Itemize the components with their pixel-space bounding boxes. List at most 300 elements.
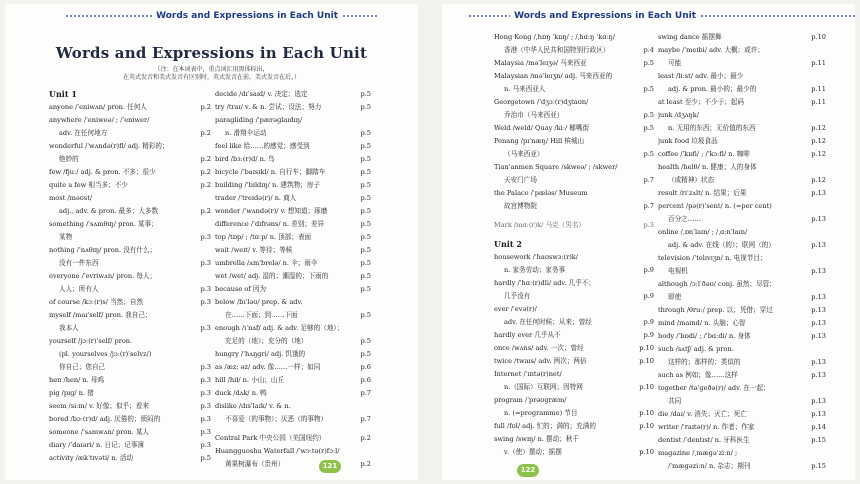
left-running-header: [5, 9, 418, 23]
vocab-entry: [494, 277, 654, 290]
entry-text: junk food 垃圾食品: [658, 137, 718, 145]
entry-text: as /æz; əz/ adv. 像……一样；如同: [215, 363, 321, 371]
entry-text: （或精神）状态: [668, 176, 715, 184]
entry-text: enough /ɪˈnʌf/ adj. & adv. 足够的（地）；: [215, 324, 344, 332]
entry-page: p.10: [639, 344, 654, 352]
vocab-entry: [494, 446, 654, 459]
vocab-entry: [658, 421, 826, 434]
vocab-entry: [215, 179, 371, 192]
entry-page: p.10: [811, 33, 826, 41]
entry-page: p.13: [811, 241, 826, 249]
entry-text: the Palace /ˈpæləs/ Museum: [494, 189, 588, 197]
page-number: 121: [319, 460, 341, 473]
entry-text: 电视机: [668, 267, 688, 275]
vocab-entry: [49, 426, 211, 439]
entry-page: p.2: [200, 207, 211, 215]
entry-text: maybe /ˈmeɪbi/ adv. 大概；或许；: [658, 46, 764, 54]
entry-text: n. 马来西亚人: [504, 85, 546, 93]
header-dots: [342, 15, 378, 17]
entry-text: swing /swɪŋ/ n. 摆动；秋千: [494, 435, 580, 443]
entry-text: duck /dʌk/ n. 鸭: [215, 389, 267, 397]
entry-text: although /ɔːlˈðəʊ/ conj. 虽然；尽管；: [658, 280, 776, 288]
entry-page: p.5: [360, 129, 371, 137]
entry-page: p.11: [811, 59, 826, 67]
vocab-entry: [658, 291, 826, 304]
entry-text: Mark /mɑː(r)k/ 马克（男名）: [494, 221, 586, 229]
entry-text: full /fʊl/ adj. 忙的；满的；充满的: [494, 422, 596, 430]
entry-text: v.（使）摆动；摇摆: [504, 448, 562, 456]
entry-text: wonder /ˈwʌndə(r)/ v. 想知道；琢磨: [215, 207, 328, 215]
entry-page: p.12: [811, 176, 826, 184]
vocab-entry: [658, 239, 826, 252]
vocab-entry: [49, 127, 211, 140]
entry-text: 某物: [59, 233, 73, 241]
vocab-entry: [49, 114, 211, 127]
vocab-entry: [49, 205, 211, 218]
vocab-entry: [494, 407, 654, 420]
entry-page: p.5: [360, 155, 371, 163]
entry-text: nothing /ˈnʌθɪŋ/ pron. 没有什么；: [49, 246, 157, 254]
vocab-entry: [658, 83, 826, 96]
entry-text: 天安门广场: [504, 176, 537, 184]
vocab-entry: [494, 316, 654, 329]
entry-page: p.3: [200, 389, 211, 397]
vocab-entry: [658, 148, 826, 161]
entry-page: p.5: [360, 233, 371, 241]
entry-text: Penang /pɪˈnæŋ/ Hill 槟城山: [494, 137, 585, 145]
entry-text: 我本人: [59, 324, 79, 332]
entry-text: 即使: [668, 293, 682, 301]
right-running-header: [442, 9, 855, 23]
entry-page: p.13: [811, 371, 826, 379]
vocab-entry: [49, 413, 211, 426]
vocab-entry: [494, 355, 654, 368]
vocab-entry: [49, 361, 211, 374]
vocab-entry: [658, 369, 826, 382]
entry-page: p.2: [200, 155, 211, 163]
vocab-entry: [658, 161, 826, 174]
vocab-entry: [658, 252, 826, 265]
vocab-entry: [658, 109, 826, 122]
vocab-entry: [494, 148, 654, 161]
entry-page: p.3: [200, 285, 211, 293]
entry-page: p.2: [200, 103, 211, 111]
vocab-entry: [215, 348, 371, 361]
entry-page: p.3: [200, 233, 211, 241]
entry-page: p.5: [360, 220, 371, 228]
right-column-2: [658, 31, 826, 473]
entry-page: p.5: [360, 90, 371, 98]
entry-text: wait /weɪt/ v. 等待；等候: [215, 246, 293, 254]
vocab-entry: [215, 114, 371, 127]
vocab-entry: [215, 244, 371, 257]
vocab-entry: [494, 433, 654, 446]
entry-text: trader /ˈtreɪdə(r)/ n. 商人: [215, 194, 297, 202]
vocab-entry: [494, 122, 654, 135]
vocab-entry: [49, 374, 211, 387]
entry-page: p.5: [643, 150, 654, 158]
vocab-entry: [494, 329, 654, 342]
vocab-entry: [494, 342, 654, 355]
entry-text: housework /ˈhaʊswɜː(r)k/: [494, 253, 579, 261]
header-dots: [65, 15, 152, 17]
entry-page: p.5: [360, 207, 371, 215]
entry-text: such /sʌtʃ/ adj. & pron.: [658, 345, 734, 353]
entry-page: p.9: [643, 266, 654, 274]
vocab-entry: [49, 244, 211, 257]
vocab-entry: [215, 231, 371, 244]
vocab-entry: [658, 304, 826, 317]
page-number: 122: [517, 464, 539, 477]
entry-text: adv. 在任何时候；从来；曾经: [504, 318, 592, 326]
vocab-entry: [49, 166, 211, 179]
vocab-entry: [215, 387, 371, 400]
entry-page: p.12: [811, 150, 826, 158]
entry-text: n. 家务劳动；家务事: [504, 266, 566, 274]
entry-text: most /məʊst/: [49, 194, 93, 202]
vocab-entry: [494, 161, 654, 174]
entry-text: dislike /dɪsˈlaɪk/ v. & n.: [215, 402, 291, 410]
entry-page: p.7: [643, 176, 654, 184]
entry-text: through /θruː/ prep. 以；凭借；穿过: [658, 306, 773, 314]
vocab-entry: [494, 219, 654, 232]
vocab-entry: [494, 303, 654, 316]
entry-page: p.5: [643, 111, 654, 119]
entry-page: p.9: [643, 292, 654, 300]
vocab-entry: [658, 96, 826, 109]
left-column-1: [49, 88, 211, 465]
entry-text: health /helθ/ n. 健康；人的身体: [658, 163, 757, 171]
entry-page: p.12: [811, 137, 826, 145]
entry-page: p.13: [811, 267, 826, 275]
entry-text: ever /ˈevə(r)/: [494, 305, 537, 313]
entry-page: p.13: [811, 332, 826, 340]
vocab-entry: [494, 420, 654, 433]
entry-text: 在……下面；到……下面: [225, 311, 298, 319]
vocab-entry: [494, 187, 654, 200]
entry-text: anywhere /ˈeniweə/ ; /ˈeniwer/: [49, 116, 150, 124]
vocab-entry: [658, 135, 826, 148]
vocab-entry: [49, 322, 211, 335]
vocab-entry: [215, 166, 371, 179]
entry-page: p.7: [360, 389, 371, 397]
vocab-entry: [49, 218, 211, 231]
entry-text: online /ˌɒnˈlaɪn/ ; /ˌɑːnˈlaɪn/: [658, 228, 748, 236]
entry-text: once /wʌns/ adv. 一次；曾经: [494, 344, 584, 352]
entry-text: magazine /ˌmæɡəˈziːn/ ;: [658, 449, 738, 457]
vocab-entry: [494, 290, 654, 303]
vocab-entry: [215, 296, 371, 309]
entry-text: （马来西亚）: [504, 150, 544, 158]
vocab-entry: [494, 31, 654, 44]
entry-text: feel like 给……的感觉；感受到: [215, 142, 310, 150]
entry-text: writer /ˈraɪtə(r)/ n. 作者；作家: [658, 423, 755, 431]
vocab-entry: [658, 434, 826, 447]
entry-text: mind /maɪnd/ n. 头脑；心智: [658, 319, 746, 327]
entry-text: 可能: [668, 59, 682, 67]
vocab-entry: [49, 283, 211, 296]
entry-text: adj., adv. & pron. 最多；大多数: [59, 207, 159, 215]
vocab-entry: [49, 452, 211, 465]
vocab-entry: [215, 335, 371, 348]
entry-page: p.13: [811, 410, 826, 418]
entry-text: adj. & pron. 最小的；最少的: [668, 85, 757, 93]
entry-page: p.13: [811, 397, 826, 405]
entry-page: p.15: [811, 462, 826, 470]
entry-page: p.2: [200, 129, 211, 137]
entry-text: 香港（中华人民共和国特别行政区）: [504, 46, 610, 54]
entry-text: pig /pɪɡ/ n. 猪: [49, 389, 94, 397]
entry-text: die /daɪ/ v. 消失；灭亡；死亡: [658, 410, 748, 418]
vocab-entry: [49, 387, 211, 400]
entry-text: 不喜爱（的事物）；厌恶（的事物）: [225, 415, 328, 423]
entry-page: p.9: [643, 318, 654, 326]
note-line: 在英式发音和美式发音有区别时，英式发音在前，美式发音在后。）: [122, 74, 300, 81]
entry-text: junk /dʒʌŋk/: [658, 111, 699, 119]
entry-text: yourself /jɔː(r)ˈself/ pron.: [49, 337, 133, 345]
entry-text: at least 至少；不少于；起码: [658, 98, 745, 106]
entry-page: p.5: [360, 272, 371, 280]
entry-text: such as 例如；像……这样: [658, 371, 738, 379]
entry-page: p.10: [639, 357, 654, 365]
entry-page: p.5: [360, 194, 371, 202]
entry-text: Internet /ˈɪntə(r)net/: [494, 370, 562, 378]
vocab-entry: [49, 335, 211, 348]
running-header-text: Words and Expressions in Each Unit: [514, 11, 696, 21]
entry-page: p.3: [200, 259, 211, 267]
entry-page: p.15: [811, 436, 826, 444]
entry-page: p.3: [200, 402, 211, 410]
entry-text: 没有一件东西: [59, 259, 99, 267]
entry-page: p.3: [200, 376, 211, 384]
vocab-entry: [658, 57, 826, 70]
entry-page: p.5: [360, 337, 371, 345]
entry-page: p.5: [360, 142, 371, 150]
vocab-entry: [49, 270, 211, 283]
left-page: [5, 4, 418, 480]
entry-page: p.10: [639, 422, 654, 430]
entry-page: p.12: [811, 124, 826, 132]
entry-page: p.5: [360, 311, 371, 319]
entry-text: Unit 2: [494, 239, 522, 249]
entry-text: adj. & adv. 在线（的）；联网（的）: [668, 241, 775, 249]
vocab-entry: [658, 408, 826, 421]
vocab-entry: [215, 432, 371, 445]
entry-text: difference /ˈdɪfrəns/ n. 差别；差异: [215, 220, 325, 228]
right-page: [442, 4, 855, 480]
entry-page: p.6: [360, 363, 371, 371]
entry-text: few /fjuː/ adj. & pron. 不多；很少: [49, 168, 156, 176]
entry-text: top /tɒp/ ; /tɑːp/ n. 顶部；表面: [215, 233, 312, 241]
entry-text: Huangguoshu Waterfall /ˈwɔːtə(r)fɔːl/: [215, 447, 340, 455]
entry-page: p.7: [360, 415, 371, 423]
vocab-entry: [215, 101, 371, 114]
entry-text: 故宫博物院: [504, 202, 537, 210]
entry-text: Unit 1: [49, 89, 77, 99]
vocab-entry: [658, 122, 826, 135]
entry-page: p.2: [200, 181, 211, 189]
entry-page: p.3: [200, 441, 211, 449]
vocab-entry: [215, 218, 371, 231]
entry-text: wonderful /ˈwʌndə(r)fl/ adj. 精彩的；: [49, 142, 169, 150]
entry-page: p.5: [360, 285, 371, 293]
vocab-entry: [658, 330, 826, 343]
entry-text: below /bɪˈləʊ/ prep. & adv.: [215, 298, 303, 306]
entry-text: myself /maɪˈself/ pron. 我自己；: [49, 311, 152, 319]
vocab-entry: [494, 264, 654, 277]
running-header-text: Words and Expressions in Each Unit: [156, 11, 338, 21]
vocab-entry: [215, 257, 371, 270]
entry-text: percent /pə(r)ˈsent/ n. (=per cent): [658, 202, 772, 210]
entry-text: someone /ˈsʌmwʌn/ pron. 某人: [49, 428, 150, 436]
entry-text: hardly ever 几乎从不: [494, 331, 561, 339]
entry-text: television /ˈtelɪvɪʒn/ n. 电视节目；: [658, 254, 767, 262]
vocab-entry: [215, 413, 371, 426]
header-dots: [700, 15, 855, 17]
entry-page: p.5: [360, 181, 371, 189]
entry-text: 绝妙的: [59, 155, 79, 163]
entry-page: p.3: [200, 428, 211, 436]
entry-page: p.5: [360, 350, 371, 358]
vocab-entry: [215, 205, 371, 218]
entry-text: 百分之……: [668, 215, 701, 223]
vocab-entry: [658, 213, 826, 226]
entry-text: of course /kɔː(r)s/ 当然；自然: [49, 298, 144, 306]
vocab-entry: [49, 439, 211, 452]
vocab-entry: [494, 135, 654, 148]
vocab-entry: [658, 395, 826, 408]
entry-page: p.5: [643, 85, 654, 93]
entry-text: /ˈmæɡəziːn/ n. 杂志；期刊: [668, 462, 751, 470]
entry-page: p.11: [811, 98, 826, 106]
vocab-entry: [658, 187, 826, 200]
vocab-entry: [215, 445, 371, 458]
entry-page: p.2: [360, 434, 371, 442]
entry-page: p.5: [360, 168, 371, 176]
vocab-entry: [49, 231, 211, 244]
entry-page: p.5: [360, 103, 371, 111]
entry-text: result /rɪˈzʌlt/ n. 结果；后果: [658, 189, 747, 197]
vocab-entry: [49, 348, 211, 361]
entry-page: p.7: [643, 202, 654, 210]
entry-page: p.5: [643, 59, 654, 67]
vocab-entry: [658, 278, 826, 291]
entry-text: try /traɪ/ v. & n. 尝试；设法；努力: [215, 103, 322, 111]
entry-text: 共同: [668, 397, 682, 405]
vocabulary-note: [5, 66, 418, 82]
unit-heading: [49, 88, 211, 101]
vocab-entry: [658, 70, 826, 83]
vocab-entry: [49, 192, 211, 205]
vocab-entry: [49, 296, 211, 309]
entry-page: p.11: [811, 85, 826, 93]
entry-page: p.13: [811, 319, 826, 327]
vocab-entry: [658, 460, 826, 473]
entry-text: Georgetown /ˈdʒɔː(r)dʒtaʊn/: [494, 98, 589, 106]
vocab-entry: [215, 88, 371, 101]
entry-text: Tian'anmen Square /skweə/ ; /skwer/: [494, 163, 618, 171]
entry-text: 黄果树瀑布（贵州）: [225, 460, 285, 468]
entry-text: Malaysia /məˈleɪʒə/ 马来西亚: [494, 59, 587, 67]
entry-page: p.14: [811, 423, 826, 431]
note-line: （注：在本词表中，重点词汇用黑体标出，: [154, 66, 269, 73]
entry-page: p.2: [360, 460, 371, 468]
vocab-entry: [494, 251, 654, 264]
entry-text: hill /hɪl/ n. 小山；山丘: [215, 376, 285, 384]
entry-page: p.13: [811, 293, 826, 301]
entry-text: dentist /ˈdentɪst/ n. 牙科医生: [658, 436, 750, 444]
vocab-entry: [215, 283, 371, 296]
entry-text: wet /wet/ adj. 湿的；潮湿的；下雨的: [215, 272, 329, 280]
vocab-entry: [49, 179, 211, 192]
vocab-entry: [49, 400, 211, 413]
entry-page: p.13: [811, 358, 826, 366]
vocab-entry: [215, 309, 371, 322]
vocab-entry: [49, 257, 211, 270]
entry-page: p.3: [200, 298, 211, 306]
vocab-entry: [215, 192, 371, 205]
entry-text: body /ˈbɒdi/ ; /ˈbɑːdi/ n. 身体: [658, 332, 751, 340]
vocab-entry: [215, 322, 371, 335]
vocab-entry: [658, 265, 826, 278]
vocab-entry: [494, 174, 654, 187]
entry-text: 你自己；您自己: [59, 363, 106, 371]
vocab-entry: [658, 44, 826, 57]
entry-text: decide /dɪˈsaɪd/ v. 决定；选定: [215, 90, 308, 98]
entry-text: hungry /ˈhʌŋɡri/ adj. 饥饿的: [215, 350, 306, 358]
vocab-entry: [494, 96, 654, 109]
vocab-entry: [494, 44, 654, 57]
entry-text: program /ˈprəʊɡræm/: [494, 396, 567, 404]
entry-page: p.5: [360, 246, 371, 254]
unit-heading: [494, 238, 654, 251]
entry-text: paragliding /ˈpærəɡlaɪdɪŋ/: [215, 116, 303, 124]
vocab-entry: [658, 174, 826, 187]
entry-page: p.13: [811, 306, 826, 314]
entry-page: p.10: [639, 448, 654, 456]
vocab-entry: [658, 343, 826, 356]
vocab-entry: [215, 153, 371, 166]
entry-page: p.3: [200, 363, 211, 371]
entry-text: twice /twaɪs/ adv. 两次；两倍: [494, 357, 587, 365]
vocab-entry: [658, 31, 826, 44]
entry-text: hardly /ˈhɑː(r)dli/ adv. 几乎不；: [494, 279, 595, 287]
entry-page: p.10: [639, 409, 654, 417]
vocab-entry: [494, 70, 654, 83]
vocab-entry: [49, 153, 211, 166]
vocab-entry: [215, 127, 371, 140]
vocab-entry: [658, 226, 826, 239]
vocab-entry: [658, 447, 826, 460]
vocab-entry: [494, 200, 654, 213]
entry-text: 人人；所有人: [59, 285, 99, 293]
entry-text: swing dance 摇摆舞: [658, 33, 722, 41]
right-column-1: [494, 31, 654, 459]
vocab-entry: [494, 57, 654, 70]
entry-text: Hong Kong /ˌhɒŋ ˈkɒŋ/ ; /ˌhɑːŋ ˈkɑːŋ/: [494, 33, 616, 41]
entry-page: p.3: [200, 415, 211, 423]
entry-page: p.5: [643, 124, 654, 132]
entry-text: n. (=programme) 节目: [504, 409, 578, 417]
entry-text: bored /bɔː(r)d/ adj. 厌倦的；烦闷的: [49, 415, 161, 423]
vocab-entry: [49, 101, 211, 114]
entry-page: p.3: [643, 221, 654, 229]
entry-text: (pl. yourselves /jɔː(r)ˈselvz/): [59, 350, 152, 358]
entry-text: 充足的（地）；充分的（地）: [225, 337, 308, 345]
entry-text: hen /hen/ n. 母鸡: [49, 376, 105, 384]
entry-page: p.13: [811, 189, 826, 197]
vocab-entry: [215, 140, 371, 153]
